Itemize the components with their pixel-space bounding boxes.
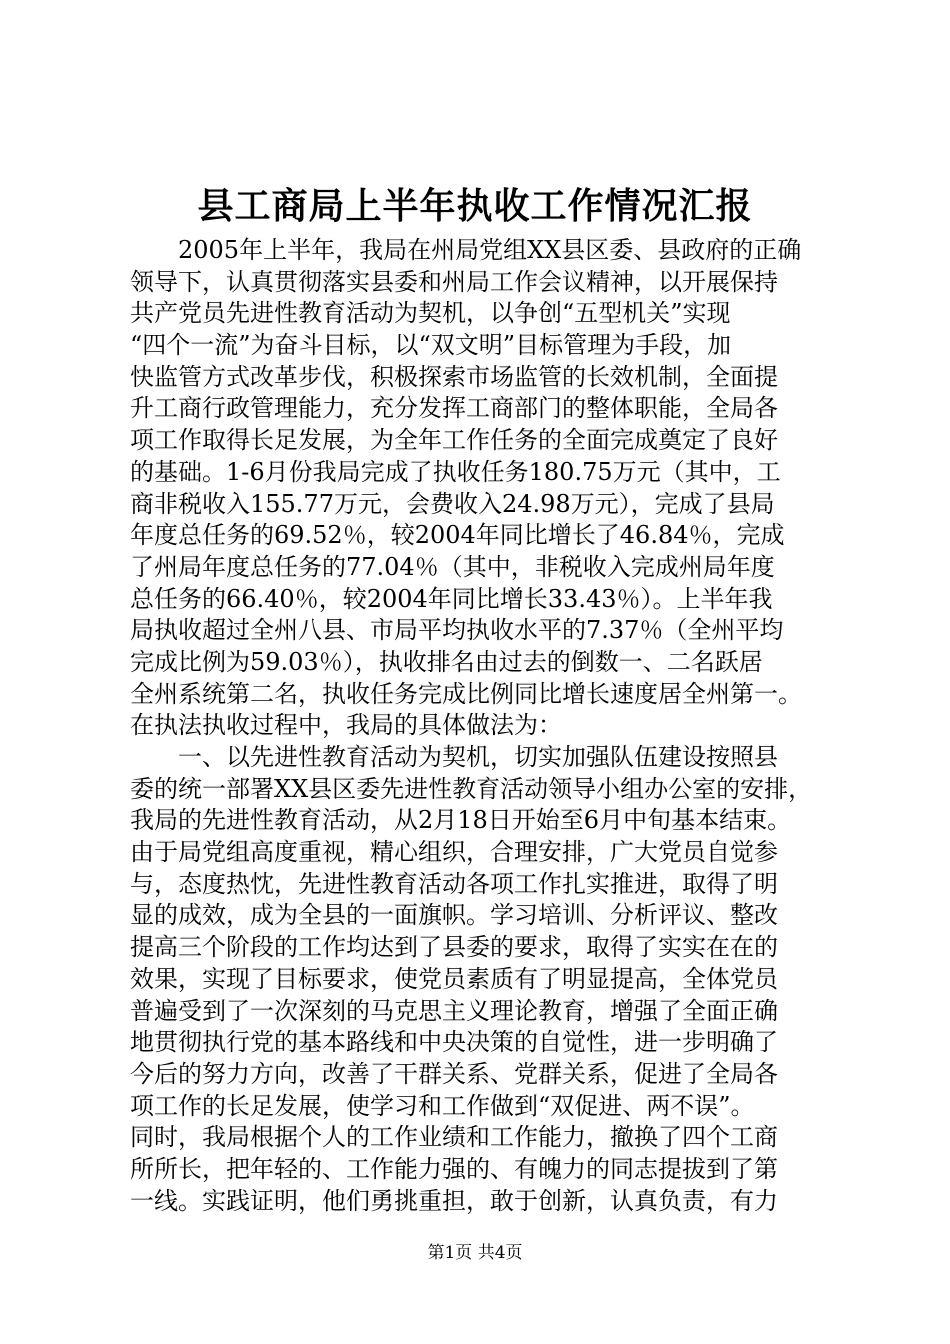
text-line: 一、以先进性教育活动为契机，切实加强队伍建设按照县 bbox=[130, 743, 778, 771]
text-line: 总任务的66.40％，较2004年同比增长33.43％）。上半年我 bbox=[130, 584, 773, 613]
text-line: 显的成效，成为全县的一面旗帜。学习培训、分析评议、整改 bbox=[130, 901, 778, 930]
text-line: 效果，实现了目标要求，使党员素质有了明显提高，全体党员 bbox=[130, 964, 778, 993]
text-line: 完成比例为59.03％），执收排名由过去的倒数一、二名跃居 bbox=[130, 647, 763, 676]
text-line: 了州局年度总任务的77.04％（其中，非税收入完成州局年度 bbox=[130, 552, 775, 581]
text-line: 在执法执收过程中，我局的具体做法为： bbox=[130, 711, 562, 740]
text-line: 2005年上半年，我局在州局党组XX县区委、县政府的正确 bbox=[130, 236, 802, 264]
text-line: 快监管方式改革步伐，积极探索市场监管的长效机制，全面提 bbox=[130, 362, 778, 391]
text-line: 同时，我局根据个人的工作业绩和工作能力，撤换了四个工商 bbox=[130, 1123, 778, 1152]
text-line: 商非税收入155.77万元，会费收入24.98万元），完成了县局 bbox=[130, 489, 775, 518]
page-footer: 第1页 共4页 bbox=[427, 1243, 523, 1263]
text-line: 的基础。1-6月份我局完成了执收任务180.75万元（其中，工 bbox=[130, 457, 781, 486]
text-line: 领导下，认真贯彻落实县委和州局工作会议精神，以开展保持 bbox=[130, 267, 778, 296]
document-body bbox=[130, 235, 860, 1217]
text-line: 项工作的长足发展，使学习和工作做到“双促进、两不误”。 bbox=[130, 1091, 755, 1120]
text-line: 普遍受到了一次深刻的马克思主义理论教育，增强了全面正确 bbox=[130, 996, 778, 1025]
text-line: 升工商行政管理能力，充分发挥工商部门的整体职能，全局各 bbox=[130, 394, 778, 423]
text-line: 局执收超过全州八县、市局平均执收水平的7.37％（全州平均 bbox=[130, 616, 784, 645]
text-line: 所所长，把年轻的、工作能力强的、有魄力的同志提拔到了第 bbox=[130, 1154, 778, 1183]
text-line: 委的统一部署XX县区委先进性教育活动领导小组办公室的安排， bbox=[130, 774, 813, 803]
text-line: 与，态度热忱，先进性教育活动各项工作扎实推进，取得了明 bbox=[130, 869, 778, 898]
text-line: 我局的先进性教育活动，从2月18日开始至6月中旬基本结束。 bbox=[130, 806, 792, 835]
text-line: 由于局党组高度重视，精心组织，合理安排，广大党员自觉参 bbox=[130, 838, 778, 867]
text-line: 年度总任务的69.52％，较2004年同比增长了46.84％，完成 bbox=[130, 521, 785, 550]
text-line: 提高三个阶段的工作均达到了县委的要求，取得了实实在在的 bbox=[130, 933, 778, 962]
text-line: 一线。实践证明，他们勇挑重担，敢于创新，认真负责，有力 bbox=[130, 1186, 778, 1215]
text-line: 地贯彻执行党的基本路线和中央决策的自觉性，进一步明确了 bbox=[130, 1028, 778, 1057]
text-line: 项工作取得长足发展，为全年工作任务的全面完成奠定了良好 bbox=[130, 426, 778, 455]
text-line: 共产党员先进性教育活动为契机，以争创“五型机关”实现 bbox=[130, 299, 731, 328]
document-title: 县工商局上半年执收工作情况汇报 bbox=[197, 185, 753, 227]
text-line: 今后的努力方向，改善了干群关系、党群关系，促进了全局各 bbox=[130, 1059, 778, 1088]
text-line: “四个一流”为奋斗目标，以“双文明”目标管理为手段，加 bbox=[130, 331, 732, 360]
text-line: 全州系统第二名，执收任务完成比例同比增长速度居全州第一。 bbox=[130, 679, 802, 708]
